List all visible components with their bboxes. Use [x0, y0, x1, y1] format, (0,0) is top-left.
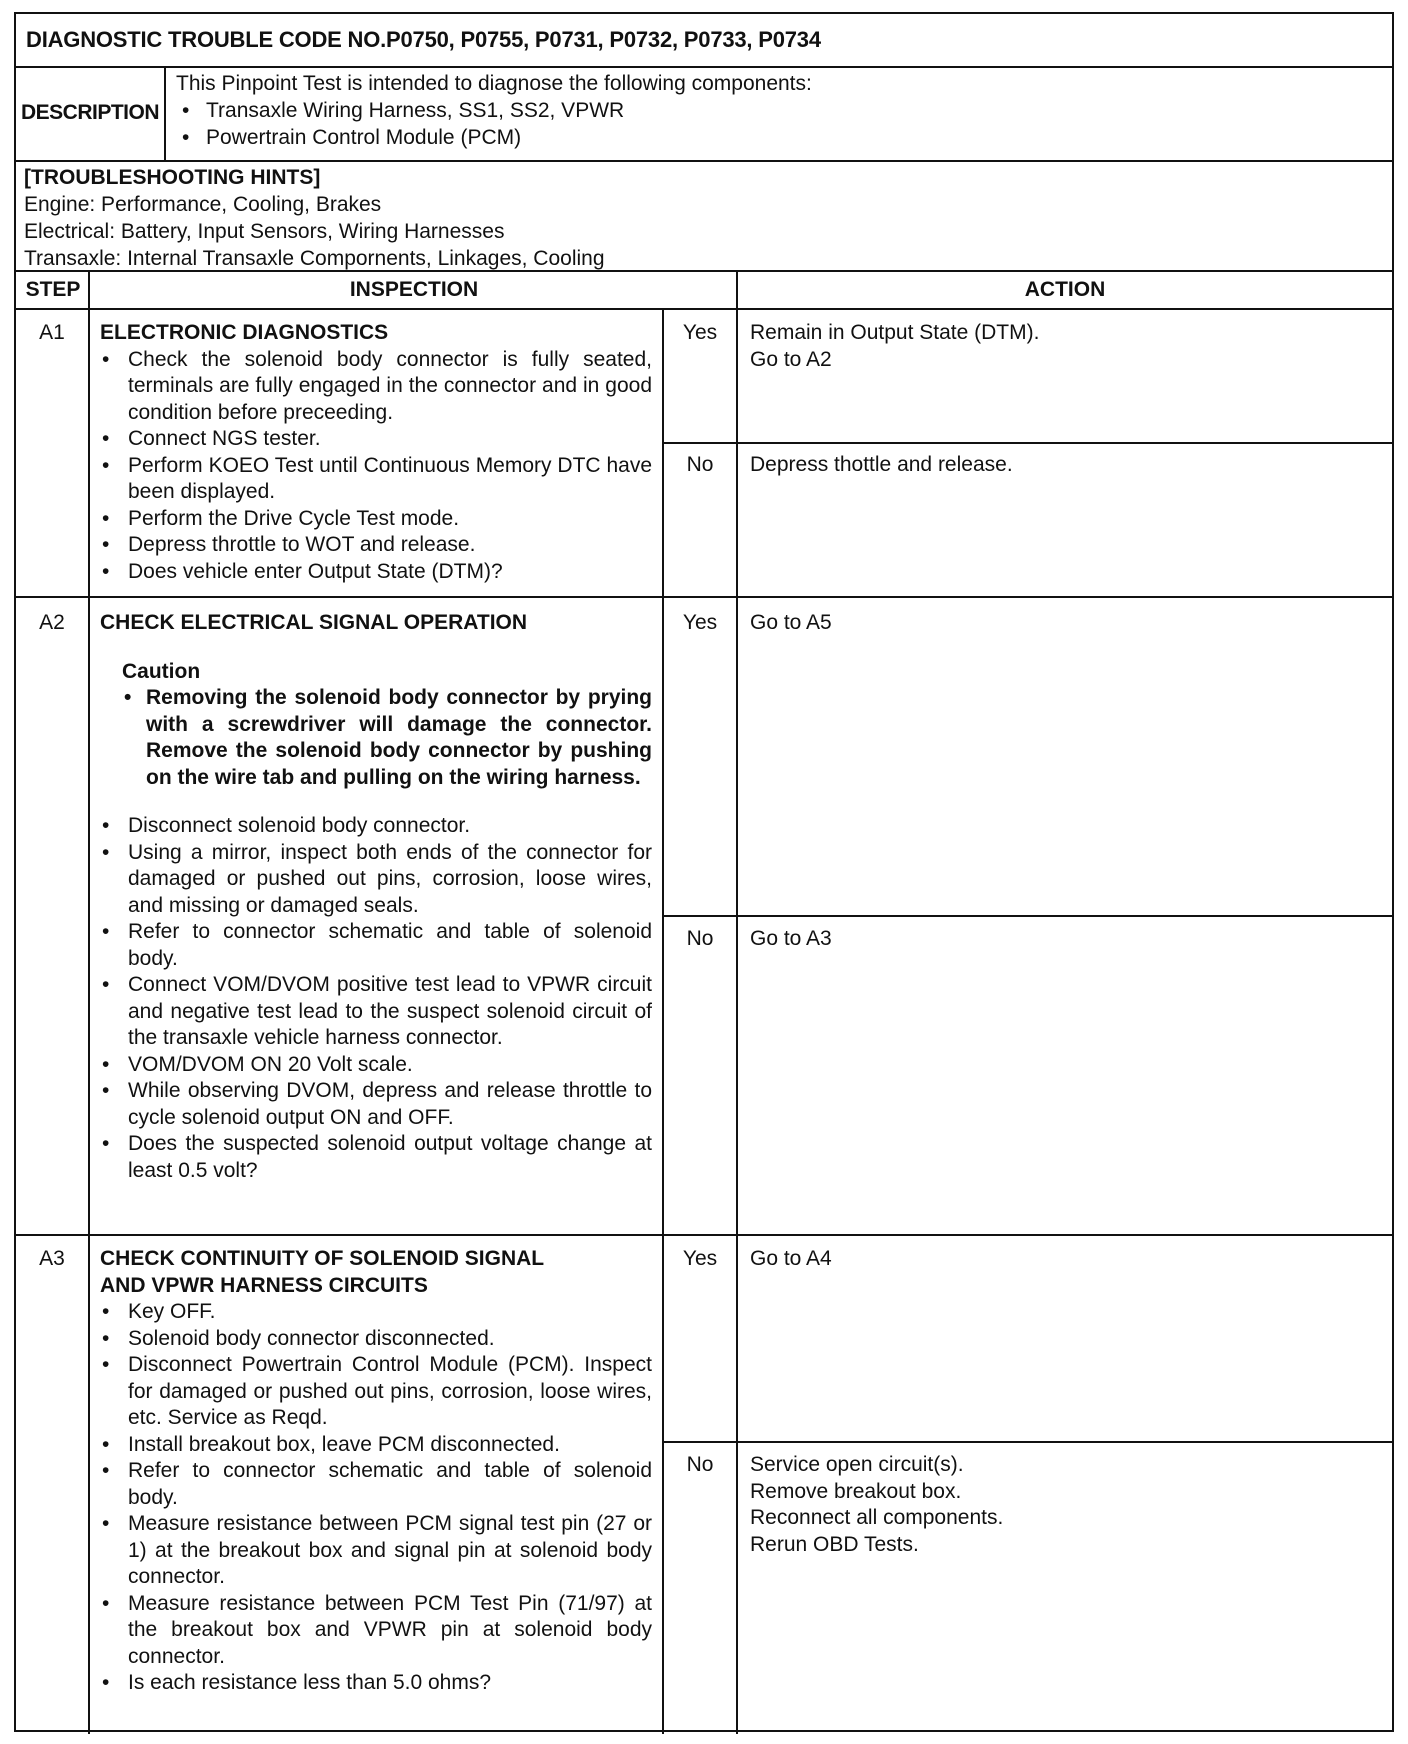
action-line: Go to A2: [750, 347, 832, 371]
hint-line: Electrical: Battery, Input Sensors, Wiring Harnesses: [24, 220, 505, 243]
inspection-bullet: • Measure resistance between PCM Test Pin (71/97) at the breakout box and VPWR pin at solenoid body connector.: [100, 1591, 652, 1671]
divider: [662, 310, 664, 1734]
step-id: A3: [39, 1247, 65, 1270]
description-intro: This Pinpoint Test is intended to diagnose the following components:: [176, 72, 812, 95]
troubleshooting-hints: [16, 160, 1392, 272]
divider: [662, 915, 1392, 917]
caution-text: • Removing the solenoid body connector by prying with a screwdriver will damage the connector. Remove the solenoid body connector by pushing on the wire tab and pulling on the wiring harness.: [100, 685, 652, 791]
no-action: [750, 452, 1380, 479]
inspection-bullet: • Measure resistance between PCM signal test pin (27 or 1) at the breakout box and signal pin at solenoid body connector.: [100, 1511, 652, 1591]
inspection-bullet: • Connect VOM/DVOM positive test lead to VPWR circuit and negative test lead to the suspect solenoid circuit of the transaxle vehicle harness connector.: [100, 972, 652, 1052]
description-label: DESCRIPTION: [16, 66, 166, 160]
header-action: ACTION: [738, 272, 1392, 310]
action-line: Go to A4: [750, 1247, 832, 1270]
inspection-bullet: • Connect NGS tester.: [100, 426, 652, 453]
divider: [88, 272, 90, 1734]
inspection-bullet: • Refer to connector schematic and table of solenoid body.: [100, 1458, 652, 1511]
description-row: [16, 66, 1392, 162]
step-id: A1: [39, 321, 65, 344]
step-heading: CHECK CONTINUITY OF SOLENOID SIGNAL: [100, 1247, 545, 1270]
inspection-bullet: • Refer to connector schematic and table of solenoid body.: [100, 919, 652, 972]
step-heading: AND VPWR HARNESS CIRCUITS: [100, 1273, 428, 1297]
inspection-bullet: • Perform KOEO Test until Continuous Memory DTC have been displayed.: [100, 453, 652, 506]
step-heading: ELECTRONIC DIAGNOSTICS: [100, 321, 389, 344]
inspection-bullet: • Perform the Drive Cycle Test mode.: [100, 506, 652, 533]
hints-heading: [TROUBLESHOOTING HINTS]: [24, 166, 321, 189]
no-action: [750, 926, 1380, 953]
inspection-cell: [100, 320, 652, 585]
action-line: Go to A5: [750, 611, 832, 634]
step-heading: CHECK ELECTRICAL SIGNAL OPERATION: [100, 611, 528, 634]
inspection-bullet: • Check the solenoid body connector is fully seated, terminals are fully engaged in the connector and in good condition before preceeding.: [100, 347, 652, 427]
inspection-bullet: • While observing DVOM, depress and release throttle to cycle solenoid output ON and OFF.: [100, 1078, 652, 1131]
inspection-bullet: • Does the suspected solenoid output voltage change at least 0.5 volt?: [100, 1131, 652, 1184]
action-line: Go to A3: [750, 927, 832, 950]
action-line: Service open circuit(s).: [750, 1453, 964, 1476]
divider: [16, 596, 1392, 598]
inspection-bullet: • Disconnect solenoid body connector.: [100, 813, 652, 840]
no-label: No: [686, 1453, 714, 1476]
action-line: Reconnect all components.: [750, 1506, 1004, 1529]
yes-label: Yes: [682, 1247, 718, 1270]
hint-line: Transaxle: Internal Transaxle Compornents, Linkages, Cooling: [24, 247, 605, 270]
header-inspection: INSPECTION: [90, 272, 738, 310]
dtc-table: [14, 12, 1394, 1732]
step-id: A2: [39, 611, 65, 634]
inspection-cell: [100, 610, 652, 1184]
inspection-bullet: • Is each resistance less than 5.0 ohms?: [100, 1670, 652, 1697]
yes-action: [750, 320, 1380, 373]
divider: [736, 272, 738, 1734]
inspection-bullet: • Solenoid body connector disconnected.: [100, 1326, 652, 1353]
inspection-bullet: • Disconnect Powertrain Control Module (PCM). Inspect for damaged or pushed out pins, corrosion, loose wires, etc. Service as Reqd.: [100, 1352, 652, 1432]
hint-line: Engine: Performance, Cooling, Brakes: [24, 193, 382, 216]
description-item: • Powertrain Control Module (PCM): [176, 124, 1384, 151]
yes-label: Yes: [682, 321, 718, 344]
inspection-bullet: • Key OFF.: [100, 1299, 652, 1326]
action-line: Remove breakout box.: [750, 1479, 962, 1503]
inspection-cell: [100, 1246, 652, 1697]
yes-action: [750, 1246, 1380, 1273]
action-line: Remain in Output State (DTM).: [750, 321, 1040, 344]
caution-title: Caution: [122, 659, 201, 683]
inspection-bullet: • Depress throttle to WOT and release.: [100, 532, 652, 559]
inspection-bullet: • Install breakout box, leave PCM disconnected.: [100, 1432, 652, 1459]
no-action: [750, 1452, 1380, 1558]
no-label: No: [686, 453, 714, 476]
yes-action: [750, 610, 1380, 637]
description-item: • Transaxle Wiring Harness, SS1, SS2, VPWR: [176, 97, 1384, 124]
divider: [662, 442, 1392, 444]
no-label: No: [686, 927, 714, 950]
inspection-bullet: • Does vehicle enter Output State (DTM)?: [100, 559, 652, 586]
inspection-bullet: • VOM/DVOM ON 20 Volt scale.: [100, 1052, 652, 1079]
inspection-bullet: • Using a mirror, inspect both ends of the connector for damaged or pushed out pins, corrosion, loose wires, and missing or damaged seals.: [100, 840, 652, 920]
divider: [16, 1234, 1392, 1236]
page-title: DIAGNOSTIC TROUBLE CODE NO.P0750, P0755, P0731, P0732, P0733, P0734: [16, 14, 1392, 68]
header-step: STEP: [16, 272, 90, 310]
yes-label: Yes: [682, 611, 718, 634]
action-line: Rerun OBD Tests.: [750, 1532, 919, 1556]
divider: [662, 1441, 1392, 1443]
description-body: [176, 70, 1384, 151]
action-line: Depress thottle and release.: [750, 453, 1013, 476]
